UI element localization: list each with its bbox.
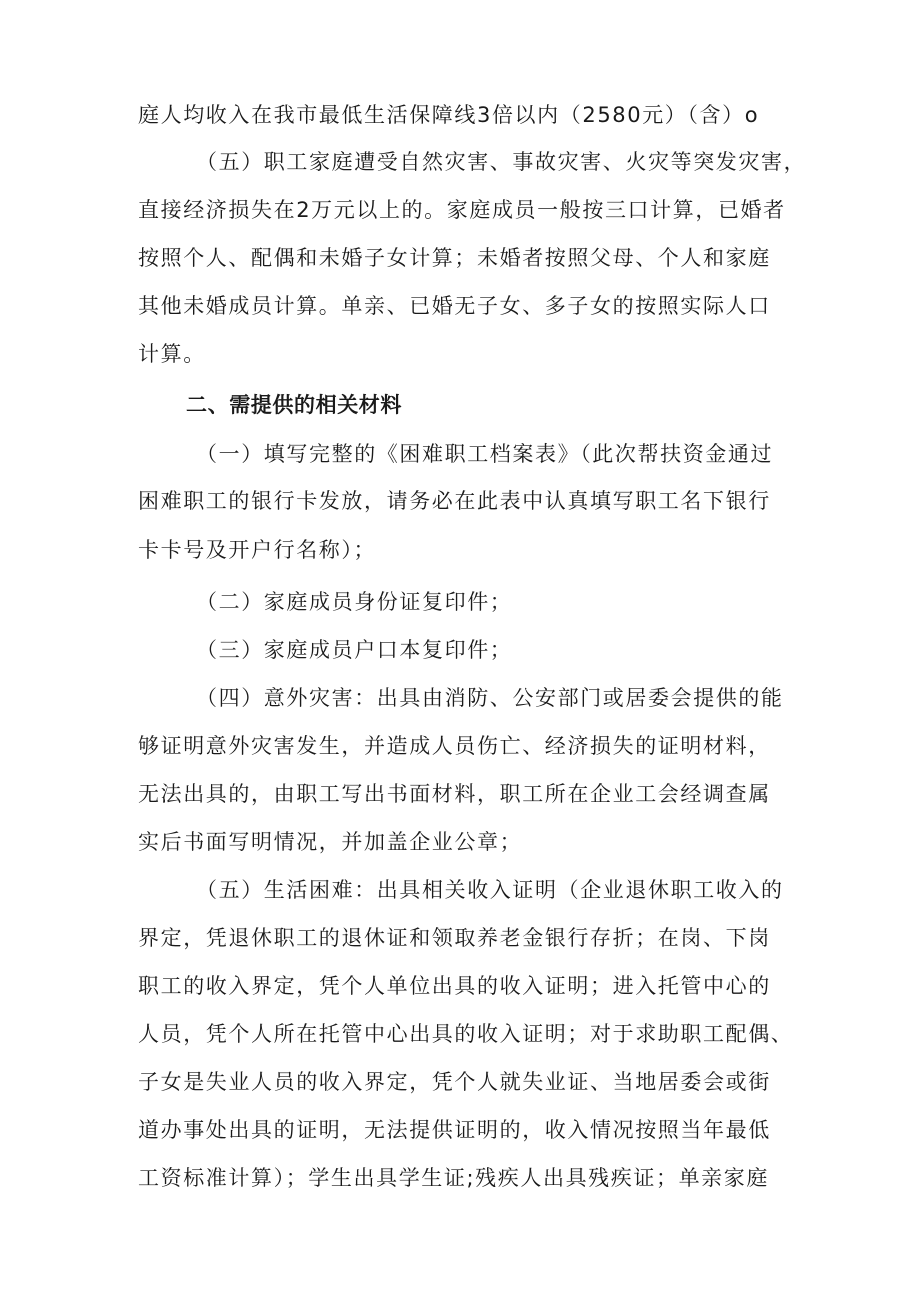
text-line: 计算。: [138, 342, 206, 366]
text-line: 道办事处出具的证明，无法提供证明的，收入情况按照当年最低: [138, 1118, 771, 1142]
paragraph-item-4: （四）意外灾害：出具由消防、公安部门或居委会提供的能: [196, 686, 784, 710]
text-line: 子女是失业人员的收入界定，凭个人就失业证、当地居委会或街: [138, 1070, 771, 1094]
text-line: 无法出具的，由职工写出书面材料，职工所在企业工会经调查属: [138, 782, 771, 806]
paragraph-item-3: （三）家庭成员户口本复印件；: [196, 638, 513, 662]
text-line: 庭人均收入在我市最低生活保障线3倍以内（2580元）（含）o: [138, 103, 760, 127]
text-line: 困难职工的银行卡发放，请务必在此表中认真填写职工名下银行: [138, 489, 771, 513]
paragraph-item-5b: （五）生活困难：出具相关收入证明（企业退休职工收入的: [196, 878, 784, 902]
text-line: 卡卡号及开户行名称）；: [138, 538, 377, 562]
text-line: 按照个人、配偶和未婚子女计算；未婚者按照父母、个人和家庭: [138, 246, 771, 270]
text-line: 职工的收入界定，凭个人单位出具的收入证明；进入托管中心的: [138, 974, 771, 998]
text-line: 其他未婚成员计算。单亲、已婚无子女、多子女的按照实际人口: [138, 294, 771, 318]
text-line: 工资标准计算）；学生出具学生证;残疾人出具残疾证；单亲家庭: [138, 1166, 769, 1190]
text-line: 直接经济损失在2万元以上的。家庭成员一般按三口计算，已婚者: [138, 198, 786, 222]
text-line: 界定，凭退休职工的退休证和领取养老金银行存折；在岗、下岗: [138, 926, 771, 950]
text-line: 实后书面写明情况，并加盖企业公章；: [138, 830, 523, 854]
paragraph-item-1: （一）填写完整的《困难职工档案表》（此次帮扶资金通过: [196, 442, 774, 466]
text-line: 人员，凭个人所在托管中心出具的收入证明；对于求助职工配偶、: [138, 1022, 794, 1046]
paragraph-item-2: （二）家庭成员身份证复印件；: [196, 590, 513, 614]
section-heading: 二、需提供的相关材料: [186, 393, 402, 417]
paragraph-item-5: （五）职工家庭遭受自然灾害、事故灾害、火灾等突发灾害，: [196, 150, 807, 174]
text-line: 够证明意外灾害发生，并造成人员伤亡、经济损失的证明材料，: [138, 734, 771, 758]
